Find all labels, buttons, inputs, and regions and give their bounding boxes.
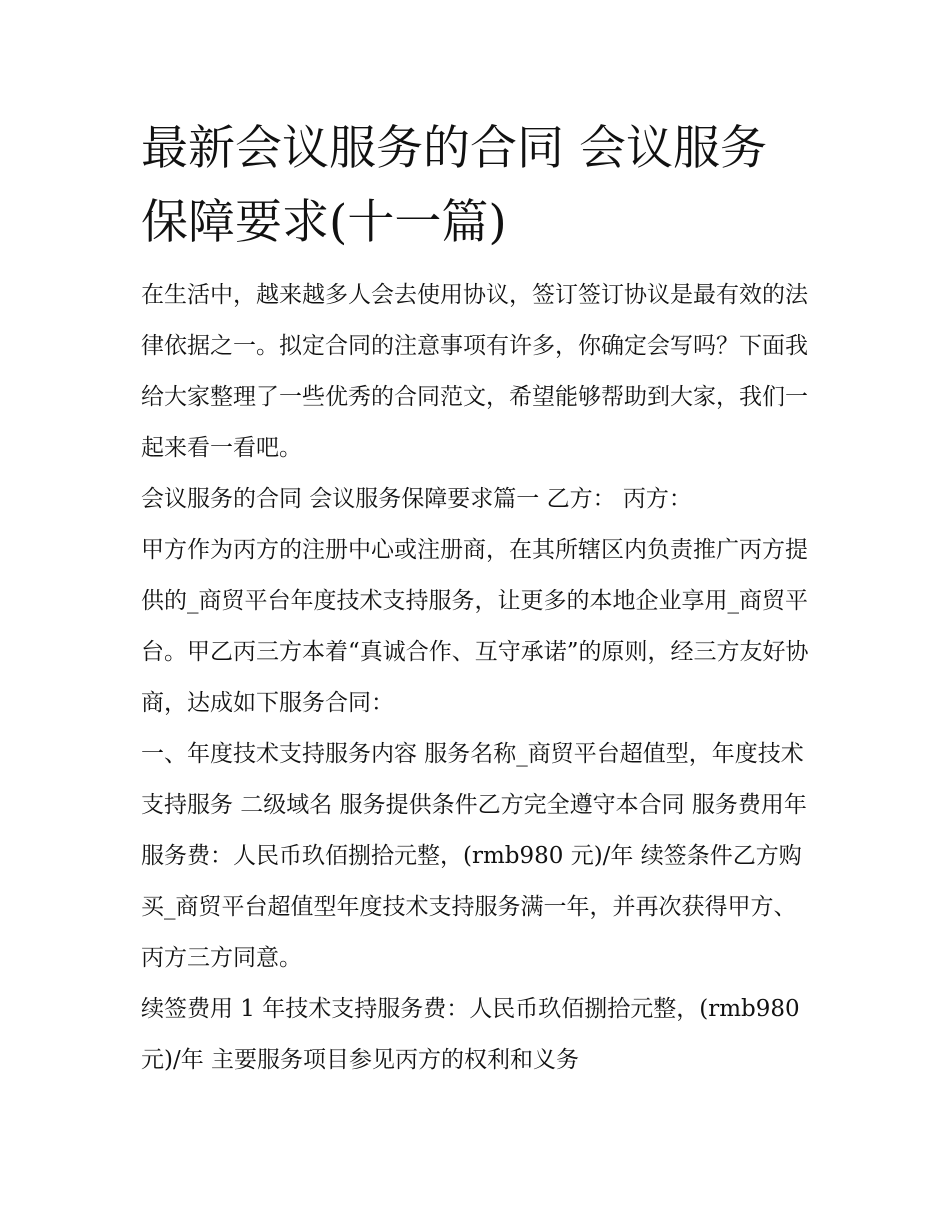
document-title bbox=[141, 112, 813, 260]
title-line-1: 最新会议服务的合同 会议服务 bbox=[141, 121, 767, 176]
title-line-2: 保障要求(十一篇) bbox=[141, 195, 507, 250]
renewal-fee-paragraph: 续签费用 1 年技术支持服务费：人民币玖佰捌拾元整，(rmb980 元)/年 主要服务项目参见丙方的权利和义务 bbox=[141, 996, 800, 1073]
contract-paragraph: 甲方作为丙方的注册中心或注册商，在其所辖区内负责推广丙方提供的_商贸平台年度技术支持服务，让更多的本地企业享用_商贸平台。甲乙丙三方本着“真诚合作、互守承诺”的原则，经三方友好协商，达成如下服务合同： bbox=[141, 537, 809, 716]
document-page bbox=[141, 112, 813, 1086]
service-content-paragraph: 一、年度技术支持服务内容 服务名称_商贸平台超值型，年度技术支持服务 二级域名 服务提供条件乙方完全遵守本合同 服务费用年服务费：人民币玖佰捌拾元整，(rmb980 元)/年 续签条件乙方购买_商贸平台超值型年度技术支持服务满一年，并再次获得甲方、丙方三方同意。 bbox=[141, 741, 807, 971]
section-heading: 会议服务的合同 会议服务保障要求篇一 乙方： 丙方： bbox=[141, 486, 692, 512]
document-body bbox=[141, 270, 813, 1086]
intro-paragraph: 在生活中，越来越多人会去使用协议，签订签订协议是最有效的法律依据之一。拟定合同的注意事项有许多，你确定会写吗？下面我给大家整理了一些优秀的合同范文，希望能够帮助到大家，我们一起来看一看吧。 bbox=[141, 282, 808, 461]
